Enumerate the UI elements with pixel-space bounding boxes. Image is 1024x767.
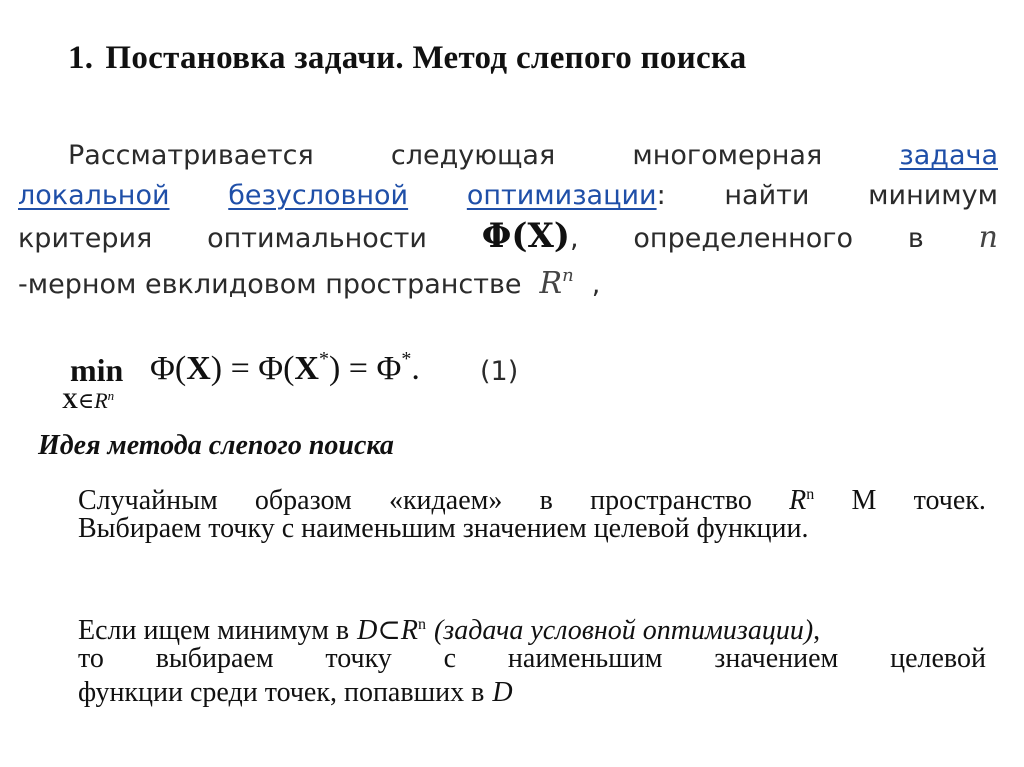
intro-word: многомерная: [632, 140, 823, 171]
comma: ,: [569, 223, 579, 254]
intro-word: в: [907, 223, 924, 254]
formula-expression: Φ(X) = Φ(X*) = Φ*.: [150, 348, 420, 387]
space-symbol: $R^n$: [539, 265, 574, 301]
title-number: 1.: [68, 40, 94, 76]
paragraph-line: Выбираем точку с наименьшим значением целевой функции.: [78, 513, 809, 544]
intro-word: найти: [724, 180, 810, 211]
dimension-n: n: [978, 220, 998, 255]
intro-word: критерия: [18, 223, 153, 254]
intro-text: -мерном евклидовом пространстве: [18, 269, 522, 300]
intro-word: следующая: [390, 140, 556, 171]
intro-line-3: [18, 216, 998, 256]
intro-word: определенного: [633, 223, 853, 254]
colon: :: [656, 180, 666, 211]
paragraph-line: функции среди точек, попавших в D: [78, 677, 513, 708]
subset-expression: $D\subset R^n$: [357, 615, 426, 646]
idea-heading: Идея метода слепого поиска: [38, 430, 394, 461]
paragraph-line: то выбираем точку с наименьшим значением целевой: [78, 643, 986, 674]
intro-word: оптимальности: [207, 223, 427, 254]
link-optimization[interactable]: оптимизации: [466, 180, 657, 211]
link-local[interactable]: локальной: [18, 180, 170, 211]
link-task[interactable]: задача: [899, 140, 998, 171]
paragraph-line: Случайным образом «кидаем» в пространство $R^n$ M точек.: [78, 478, 986, 512]
formula-1: [62, 346, 582, 416]
space-symbol: $R^n$: [789, 485, 815, 516]
intro-line-2: [18, 176, 998, 216]
min-subscript: $X\in R^n$: [62, 388, 115, 413]
link-unconstrained[interactable]: безусловной: [228, 180, 409, 211]
criterion-symbol: Φ(X): [481, 216, 570, 256]
intro-word: Рассматривается: [68, 140, 314, 171]
min-operator: min: [70, 352, 124, 388]
title-text: Постановка задачи. Метод слепого поиска: [105, 40, 747, 76]
intro-word: минимум: [868, 180, 998, 211]
slide-title: [68, 40, 747, 77]
idea-paragraph-1: [78, 478, 986, 546]
idea-paragraph-2: [78, 608, 986, 710]
problem-statement: [18, 136, 998, 301]
comma: ,: [591, 269, 601, 300]
equation-number: (1): [480, 356, 519, 387]
intro-line-1: [18, 136, 998, 176]
intro-line-4: [18, 256, 998, 301]
paragraph-line: Если ищем минимум в $D\subset R^n$ (задача условной оптимизации),: [78, 608, 986, 642]
